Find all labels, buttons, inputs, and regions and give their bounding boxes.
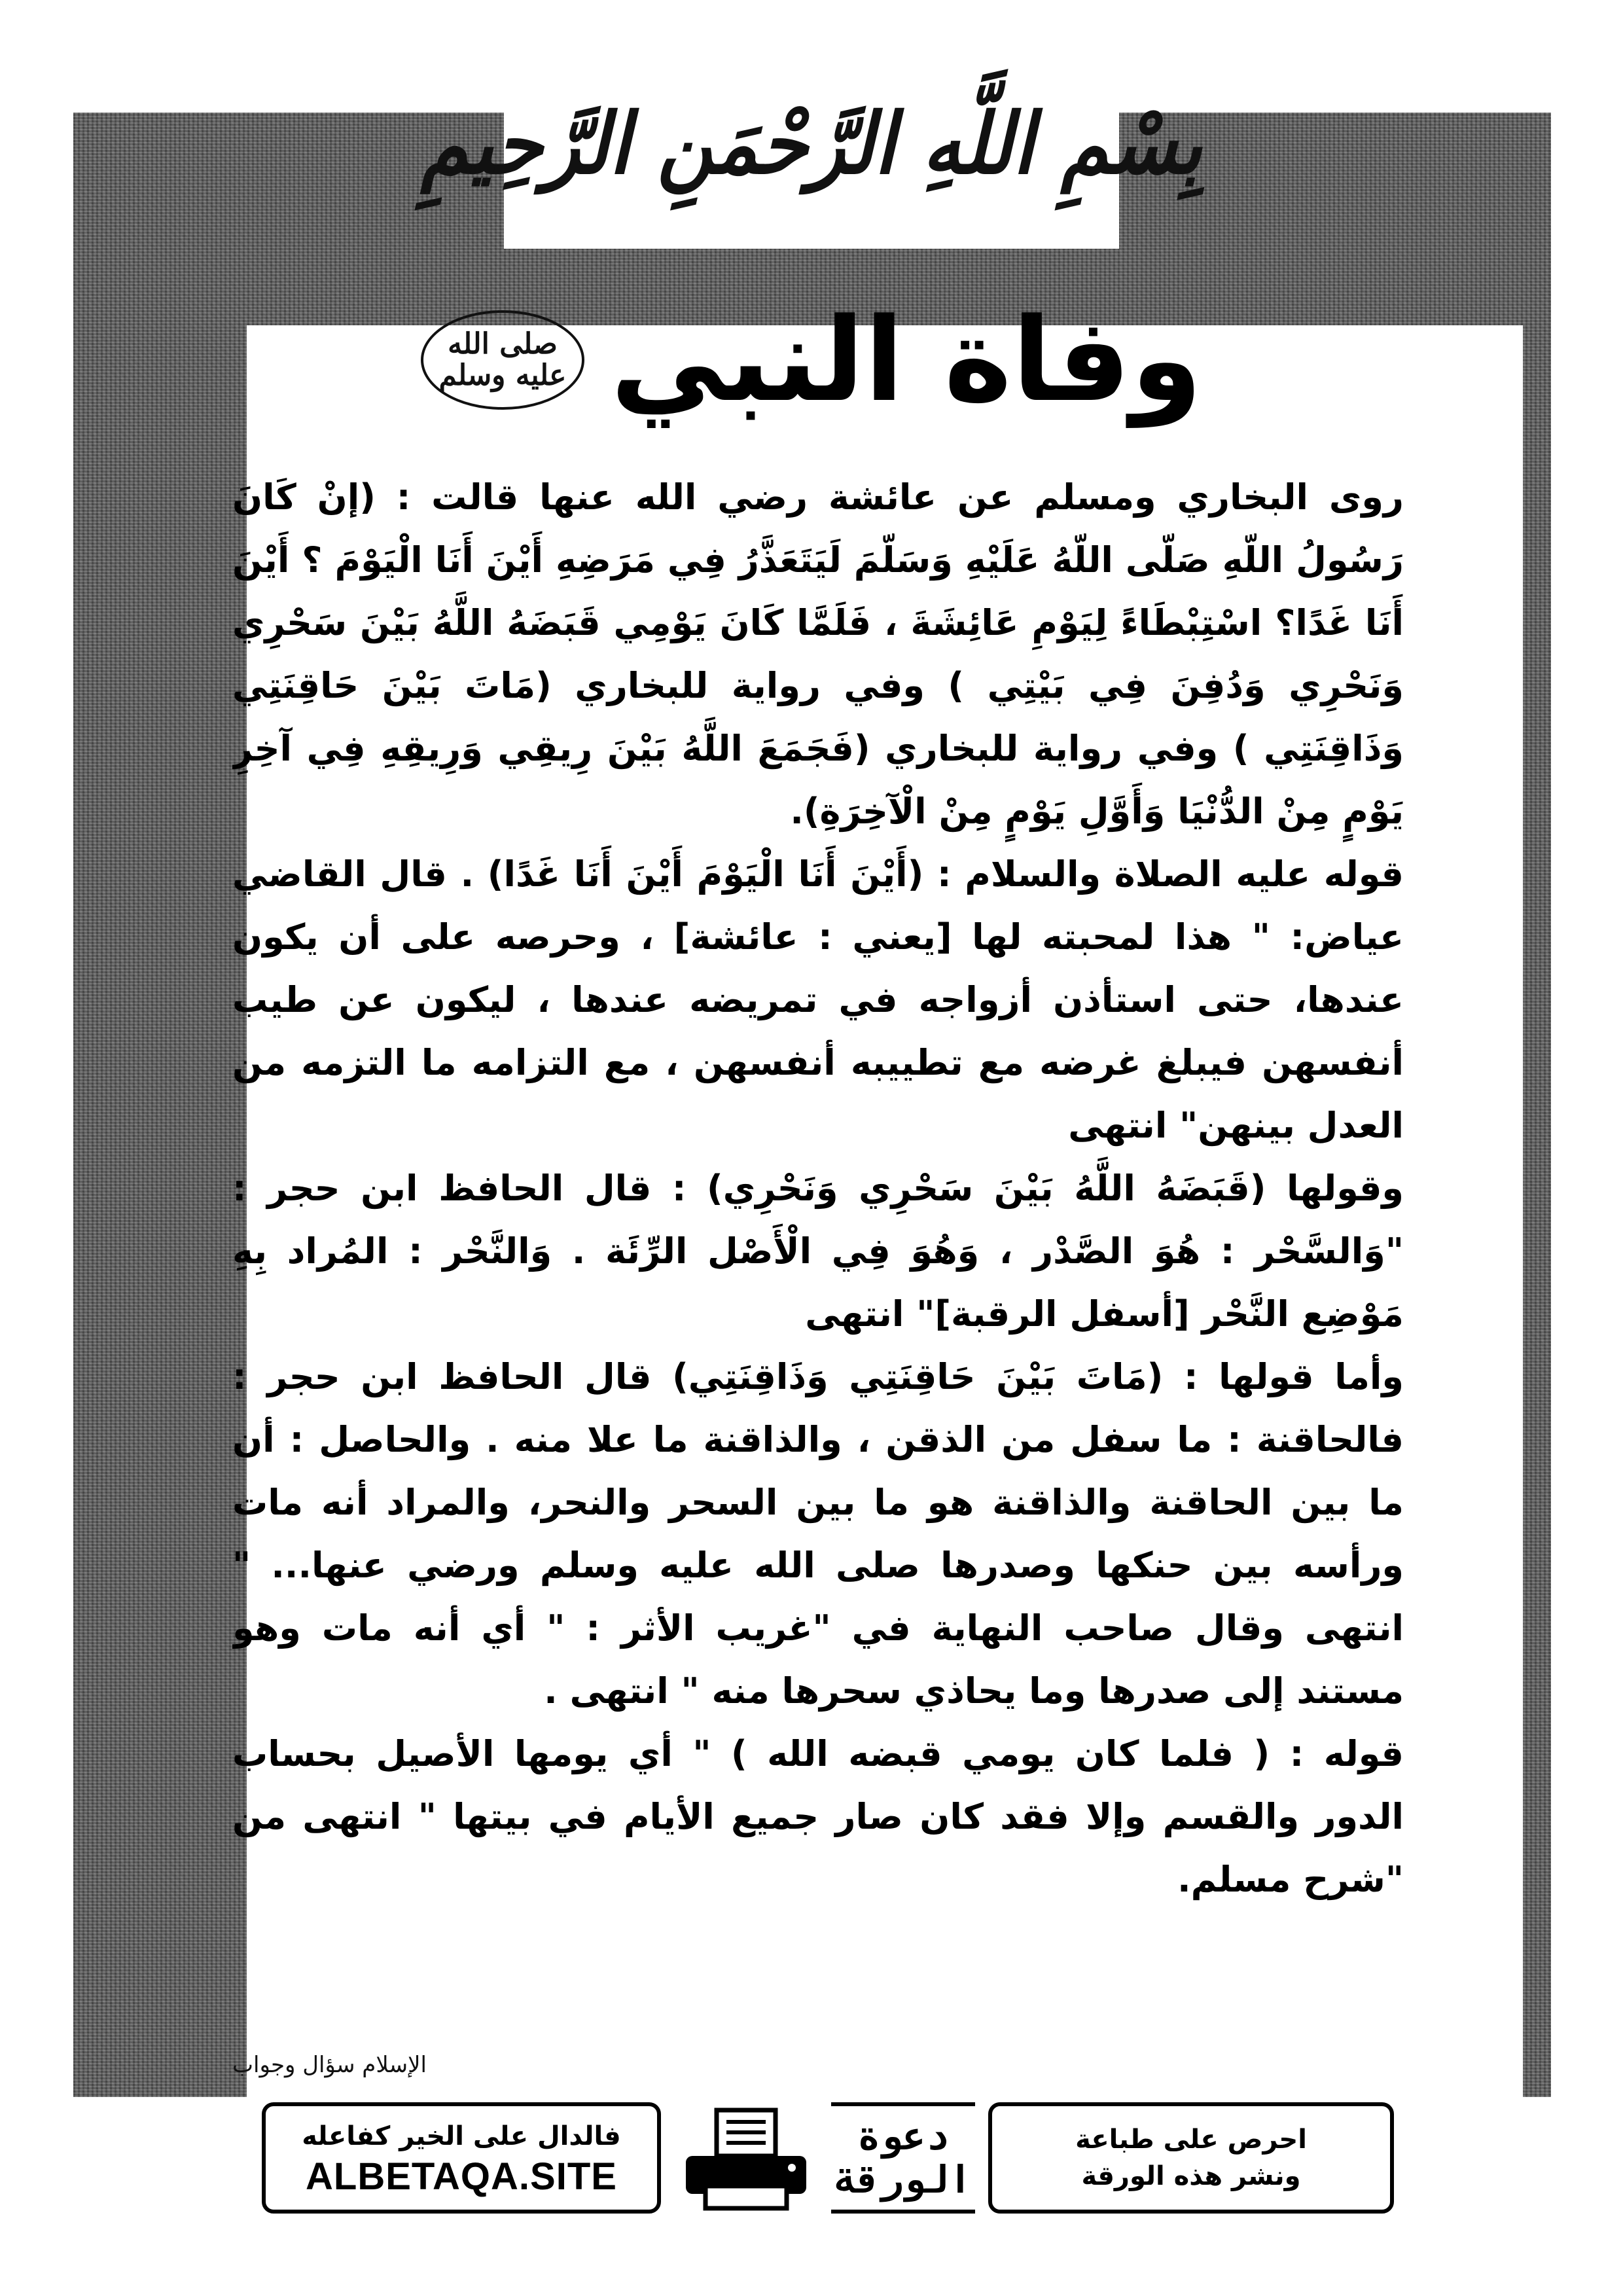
title-row xyxy=(173,275,1450,445)
footer-proverb: فالدال على الخير كفاعله xyxy=(302,2121,621,2151)
footer-print-line-2: ونشر هذه الورقة xyxy=(1081,2161,1301,2191)
footer xyxy=(262,2102,1394,2214)
site-link[interactable]: ALBETAQA.SITE xyxy=(306,2155,617,2198)
logo-line-2: الورقة xyxy=(834,2157,972,2202)
footer-print-line-1: احرص على طباعة xyxy=(1075,2125,1307,2155)
footer-left-box xyxy=(262,2102,661,2214)
page-title: وفاة النبي xyxy=(610,293,1203,427)
paragraph-2: قوله عليه الصلاة والسلام : (أَيْنَ أَنَا الْيَوْمَ أَيْنَ أَنَا غَدًا) . قال القاضي عياض: " هذا لمحبته لها [يعني : عائشة] ، وحرصه على أن يكون عندها، حتى استأذن أزواجه في تمريضه عندها ، ليكون عن طيب أنفسهن فيبلغ غرضه مع تطييبه أنفسهن ، مع التزامه ما التزمه من العدل بينهن" انتهى xyxy=(232,853,1404,1146)
footer-right-box xyxy=(988,2102,1394,2214)
printer-icon xyxy=(681,2108,812,2212)
dawat-alwaraqa-logo xyxy=(831,2102,975,2214)
article-body xyxy=(232,466,1404,2017)
basmala-calligraphy: بِسْمِ اللَّهِ الرَّحْمَنِ الرَّحِيمِ xyxy=(420,95,1203,193)
source-credit: الإسلام سؤال وجواب xyxy=(232,2052,427,2078)
paragraph-4: وأما قولها : (مَاتَ بَيْنَ حَاقِنَتِي وَذَاقِنَتِي) قال الحافظ ابن حجر : فالحاقنة : ما سفل من الذقن ، والذاقنة ما علا منه . والحاصل : أن ما بين الحاقنة والذاقنة هو ما بين السحر والنحر، والمراد أنه مات ورأسه بين حنكها وصدرها صلى الله عليه وسلم ورضي عنها... " انتهى وقال صاحب النهاية في "غريب الأثر : " أي أنه مات وهو مستند إلى صدرها وما يحاذي سحرها منه " انتهى . xyxy=(232,1356,1404,1712)
paragraph-5: قوله : ( فلما كان يومي قبضه الله ) " أي يومها الأصيل بحساب الدور والقسم وإلا فقد كان صار جميع الأيام في بيتها " انتهى من "شرح مسلم. xyxy=(232,1733,1404,1900)
paragraph-1: روى البخاري ومسلم عن عائشة رضي الله عنها قالت : (إنْ كَانَ رَسُولُ اللّهِ صَلّى اللّهُ عَلَيْهِ وَسَلّمَ لَيَتَعَذَّرُ فِي مَرَضِهِ أَيْنَ أَنَا الْيَوْمَ ؟ أَيْنَ أَنَا غَدًا؟ اسْتِبْطَاءً لِيَوْمِ عَائِشَةَ ، فَلَمَّا كَانَ يَوْمِي قَبَضَهُ اللَّهُ بَيْنَ سَحْرِي وَنَحْرِي وَدُفِنَ فِي بَيْتِي ) وفي رواية للبخاري (مَاتَ بَيْنَ حَاقِنَتِي وَذَاقِنَتِي ) وفي رواية للبخاري (فَجَمَعَ اللَّهُ بَيْنَ رِيقِي وَرِيقِهِ فِي آخِرِ يَوْمٍ مِنْ الدُّنْيَا وَأَوَّلِ يَوْمٍ مِنْ الْآخِرَةِ). xyxy=(232,476,1404,832)
basmala-area xyxy=(420,39,1203,249)
paragraph-3: وقولها (قَبَضَهُ اللَّهُ بَيْنَ سَحْرِي وَنَحْرِي) : قال الحافظ ابن حجر : "وَالسَّحْر : هُوَ الصَّدْر ، وَهُوَ فِي الْأَصْل الرِّئَة . وَالنَّحْر : المُراد بِهِ مَوْضِع النَّحْر [أسفل الرقبة]" انتهى xyxy=(232,1168,1404,1335)
logo-line-1: دعوة xyxy=(857,2114,949,2159)
salawat-calligraphy: صلى الله عليه وسلم xyxy=(421,310,584,410)
